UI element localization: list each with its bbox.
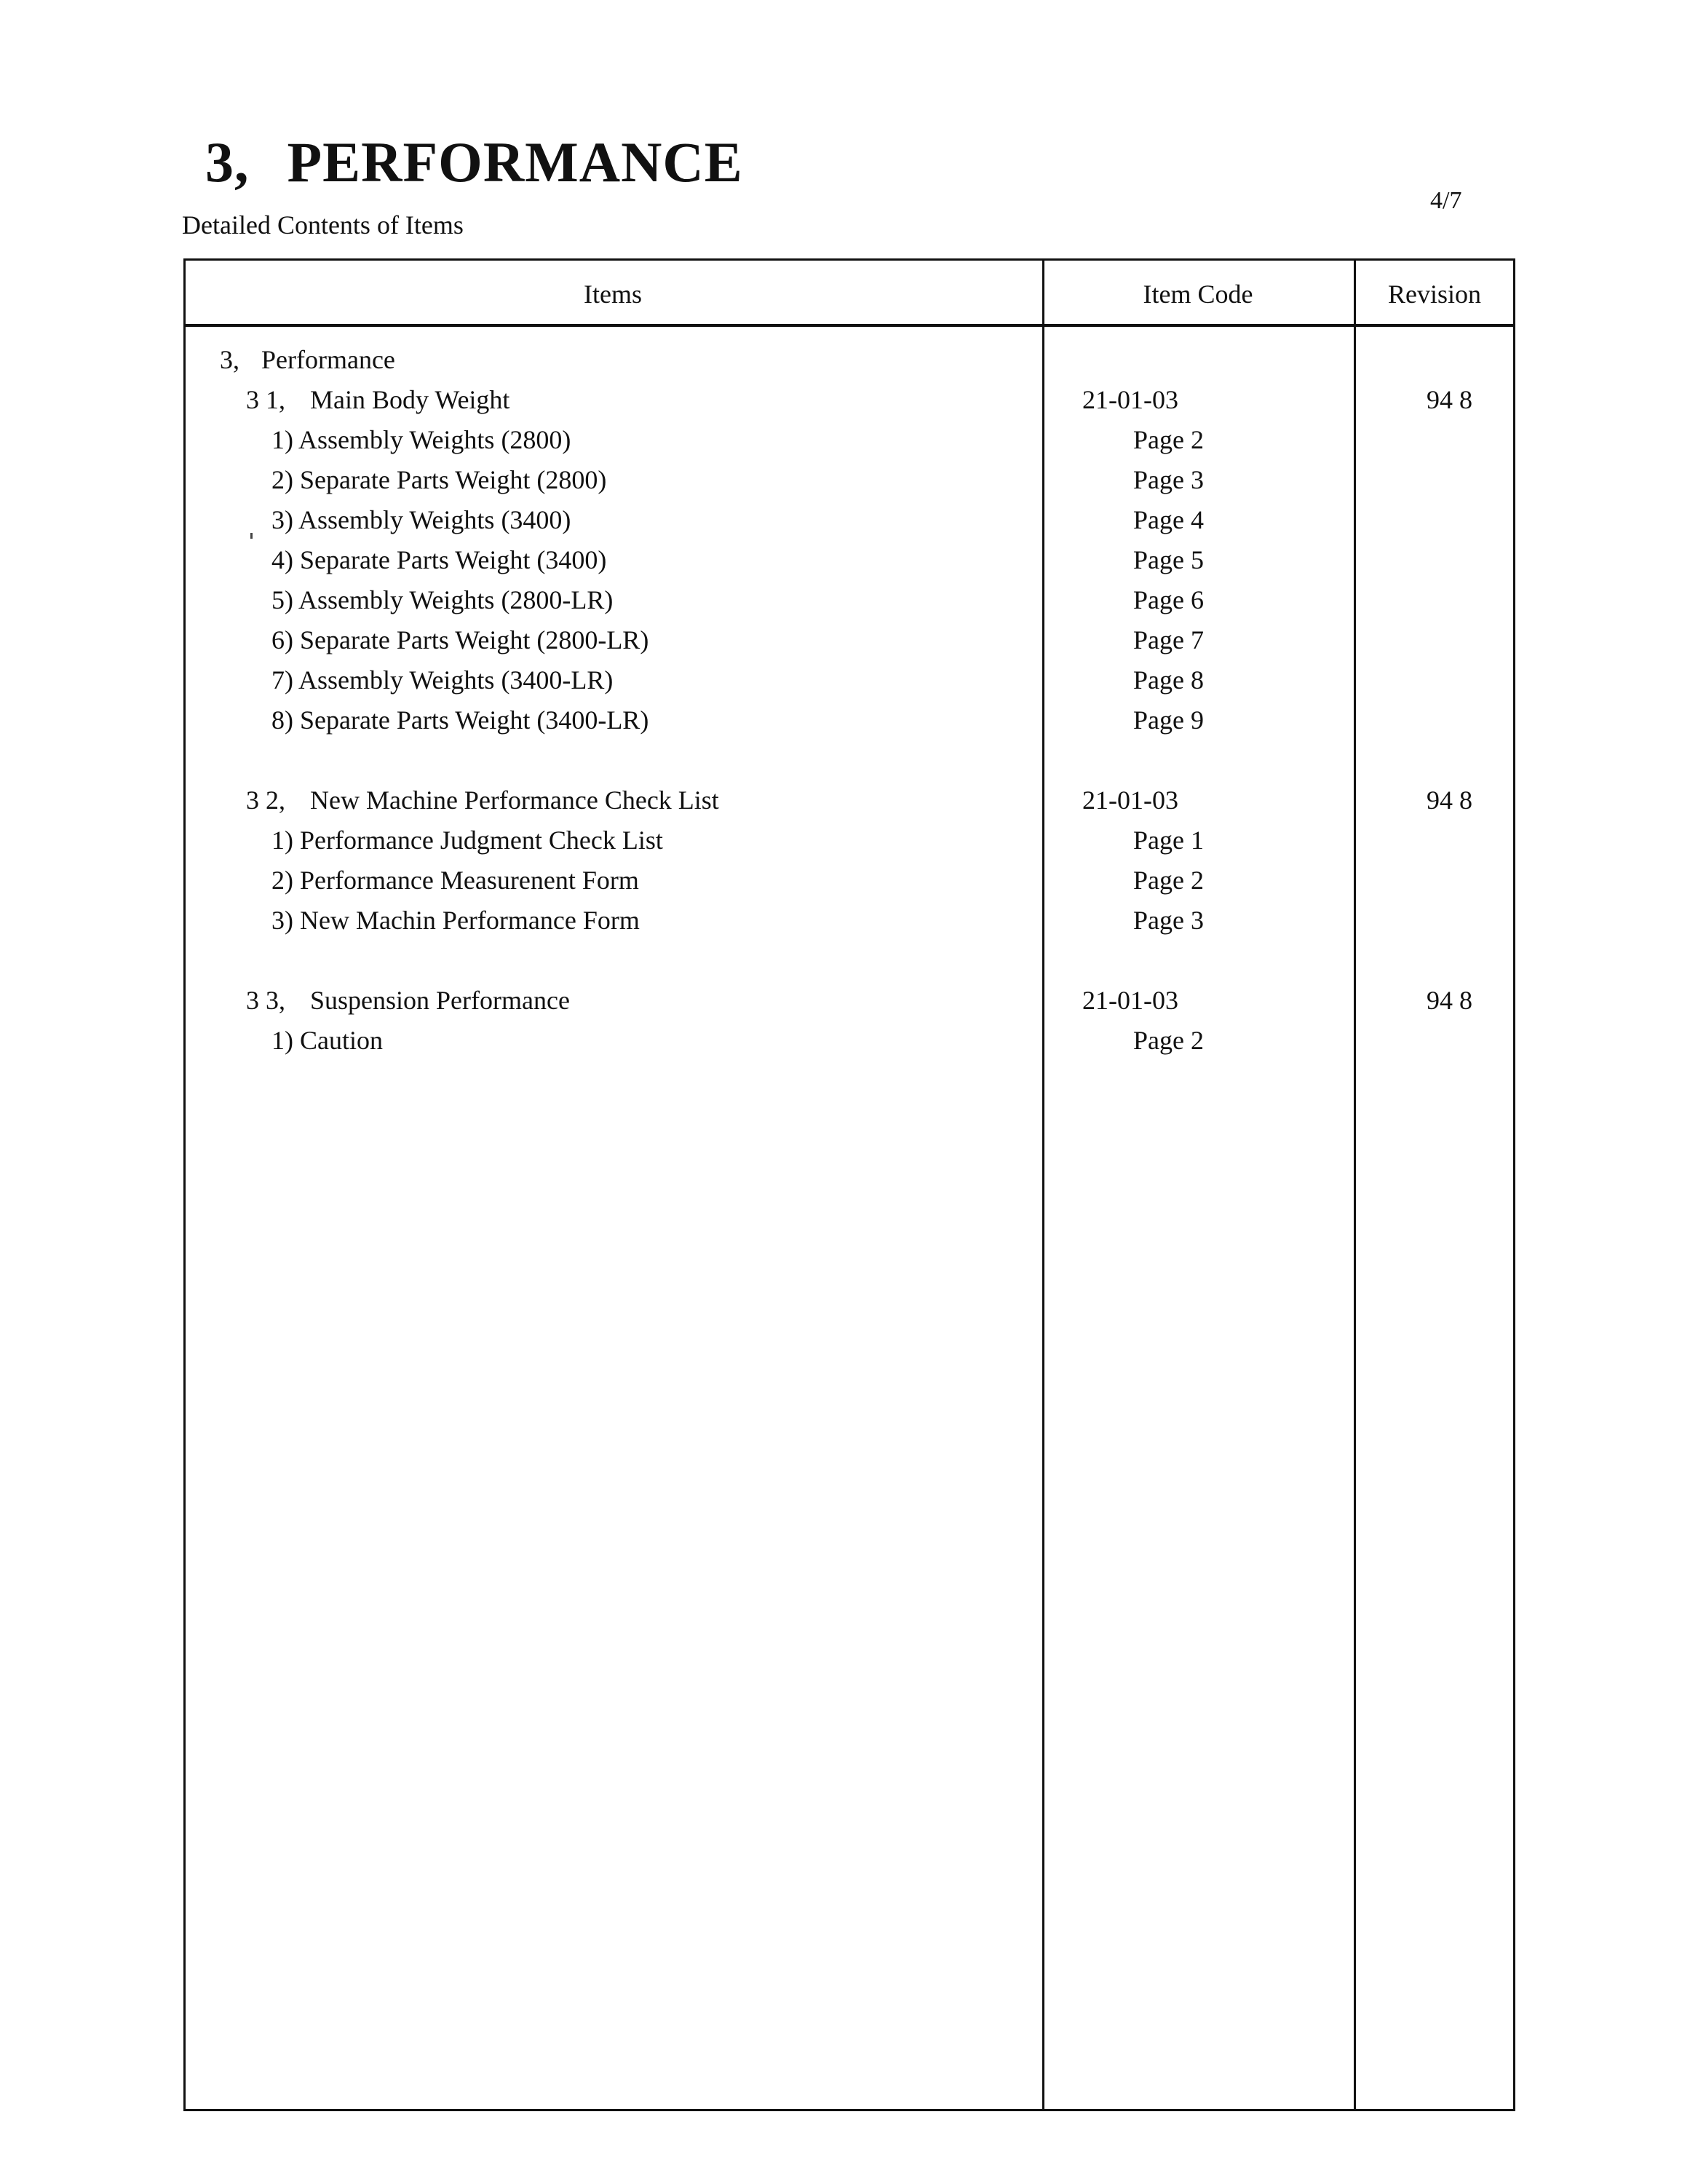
scan-speck (250, 533, 253, 539)
section-title: PERFORMANCE (287, 130, 743, 194)
group-title: New Machine Performance Check List (310, 786, 719, 815)
list-item: 1) Caution (271, 1026, 383, 1055)
group-number: 3 2, (246, 786, 285, 815)
column-divider (1042, 258, 1044, 2111)
contents-table (183, 258, 1515, 2111)
revision: 94 8 (1427, 385, 1472, 414)
group-number: 3 3, (246, 986, 285, 1015)
page-ref: Page 6 (1133, 585, 1204, 614)
header-divider (183, 324, 1515, 327)
page-ref: Page 9 (1133, 705, 1204, 735)
page-ref: Page 3 (1133, 465, 1204, 494)
column-divider (1354, 258, 1356, 2111)
section-number: 3, (205, 130, 250, 194)
section-row-title: Performance (261, 345, 395, 374)
group-title: Main Body Weight (310, 385, 510, 414)
group-title: Suspension Performance (310, 986, 570, 1015)
page-ref: Page 2 (1133, 866, 1204, 895)
list-item: 2) Separate Parts Weight (2800) (271, 465, 607, 494)
item-code: 21-01-03 (1082, 786, 1178, 815)
group-heading (246, 384, 509, 415)
section-heading (205, 130, 743, 195)
section-row-number: 3, (220, 345, 239, 374)
column-header-items: Items (584, 280, 642, 309)
item-code: 21-01-03 (1082, 385, 1178, 414)
list-item: 6) Separate Parts Weight (2800-LR) (271, 625, 649, 654)
page-ref: Page 2 (1133, 1026, 1204, 1055)
list-item: 4) Separate Parts Weight (3400) (271, 545, 607, 574)
list-item: 1) Assembly Weights (2800) (271, 425, 571, 454)
column-header-item-code: Item Code (1143, 280, 1253, 309)
page-ref: Page 4 (1133, 505, 1204, 534)
list-item: 5) Assembly Weights (2800-LR) (271, 585, 614, 614)
item-code: 21-01-03 (1082, 986, 1178, 1015)
revision: 94 8 (1427, 786, 1472, 815)
page-ref: Page 7 (1133, 625, 1204, 654)
list-item: 8) Separate Parts Weight (3400-LR) (271, 705, 649, 735)
group-heading (246, 985, 570, 1016)
group-heading (246, 785, 719, 815)
revision: 94 8 (1427, 986, 1472, 1015)
group-number: 3 1, (246, 385, 285, 414)
page-ref: Page 5 (1133, 545, 1204, 574)
subtitle: Detailed Contents of Items (182, 210, 464, 240)
section-row (220, 344, 395, 375)
page-ref: Page 2 (1133, 425, 1204, 454)
list-item: 3) Assembly Weights (3400) (271, 505, 571, 534)
list-item: 1) Performance Judgment Check List (271, 826, 663, 855)
list-item: 7) Assembly Weights (3400-LR) (271, 665, 614, 695)
column-header-revision: Revision (1387, 280, 1481, 309)
page-ref: Page 8 (1133, 665, 1204, 695)
page-ref: Page 1 (1133, 826, 1204, 855)
page-ref: Page 3 (1133, 906, 1204, 935)
list-item: 3) New Machin Performance Form (271, 906, 640, 935)
page-number: 4/7 (1430, 187, 1462, 214)
list-item: 2) Performance Measurenent Form (271, 866, 639, 895)
